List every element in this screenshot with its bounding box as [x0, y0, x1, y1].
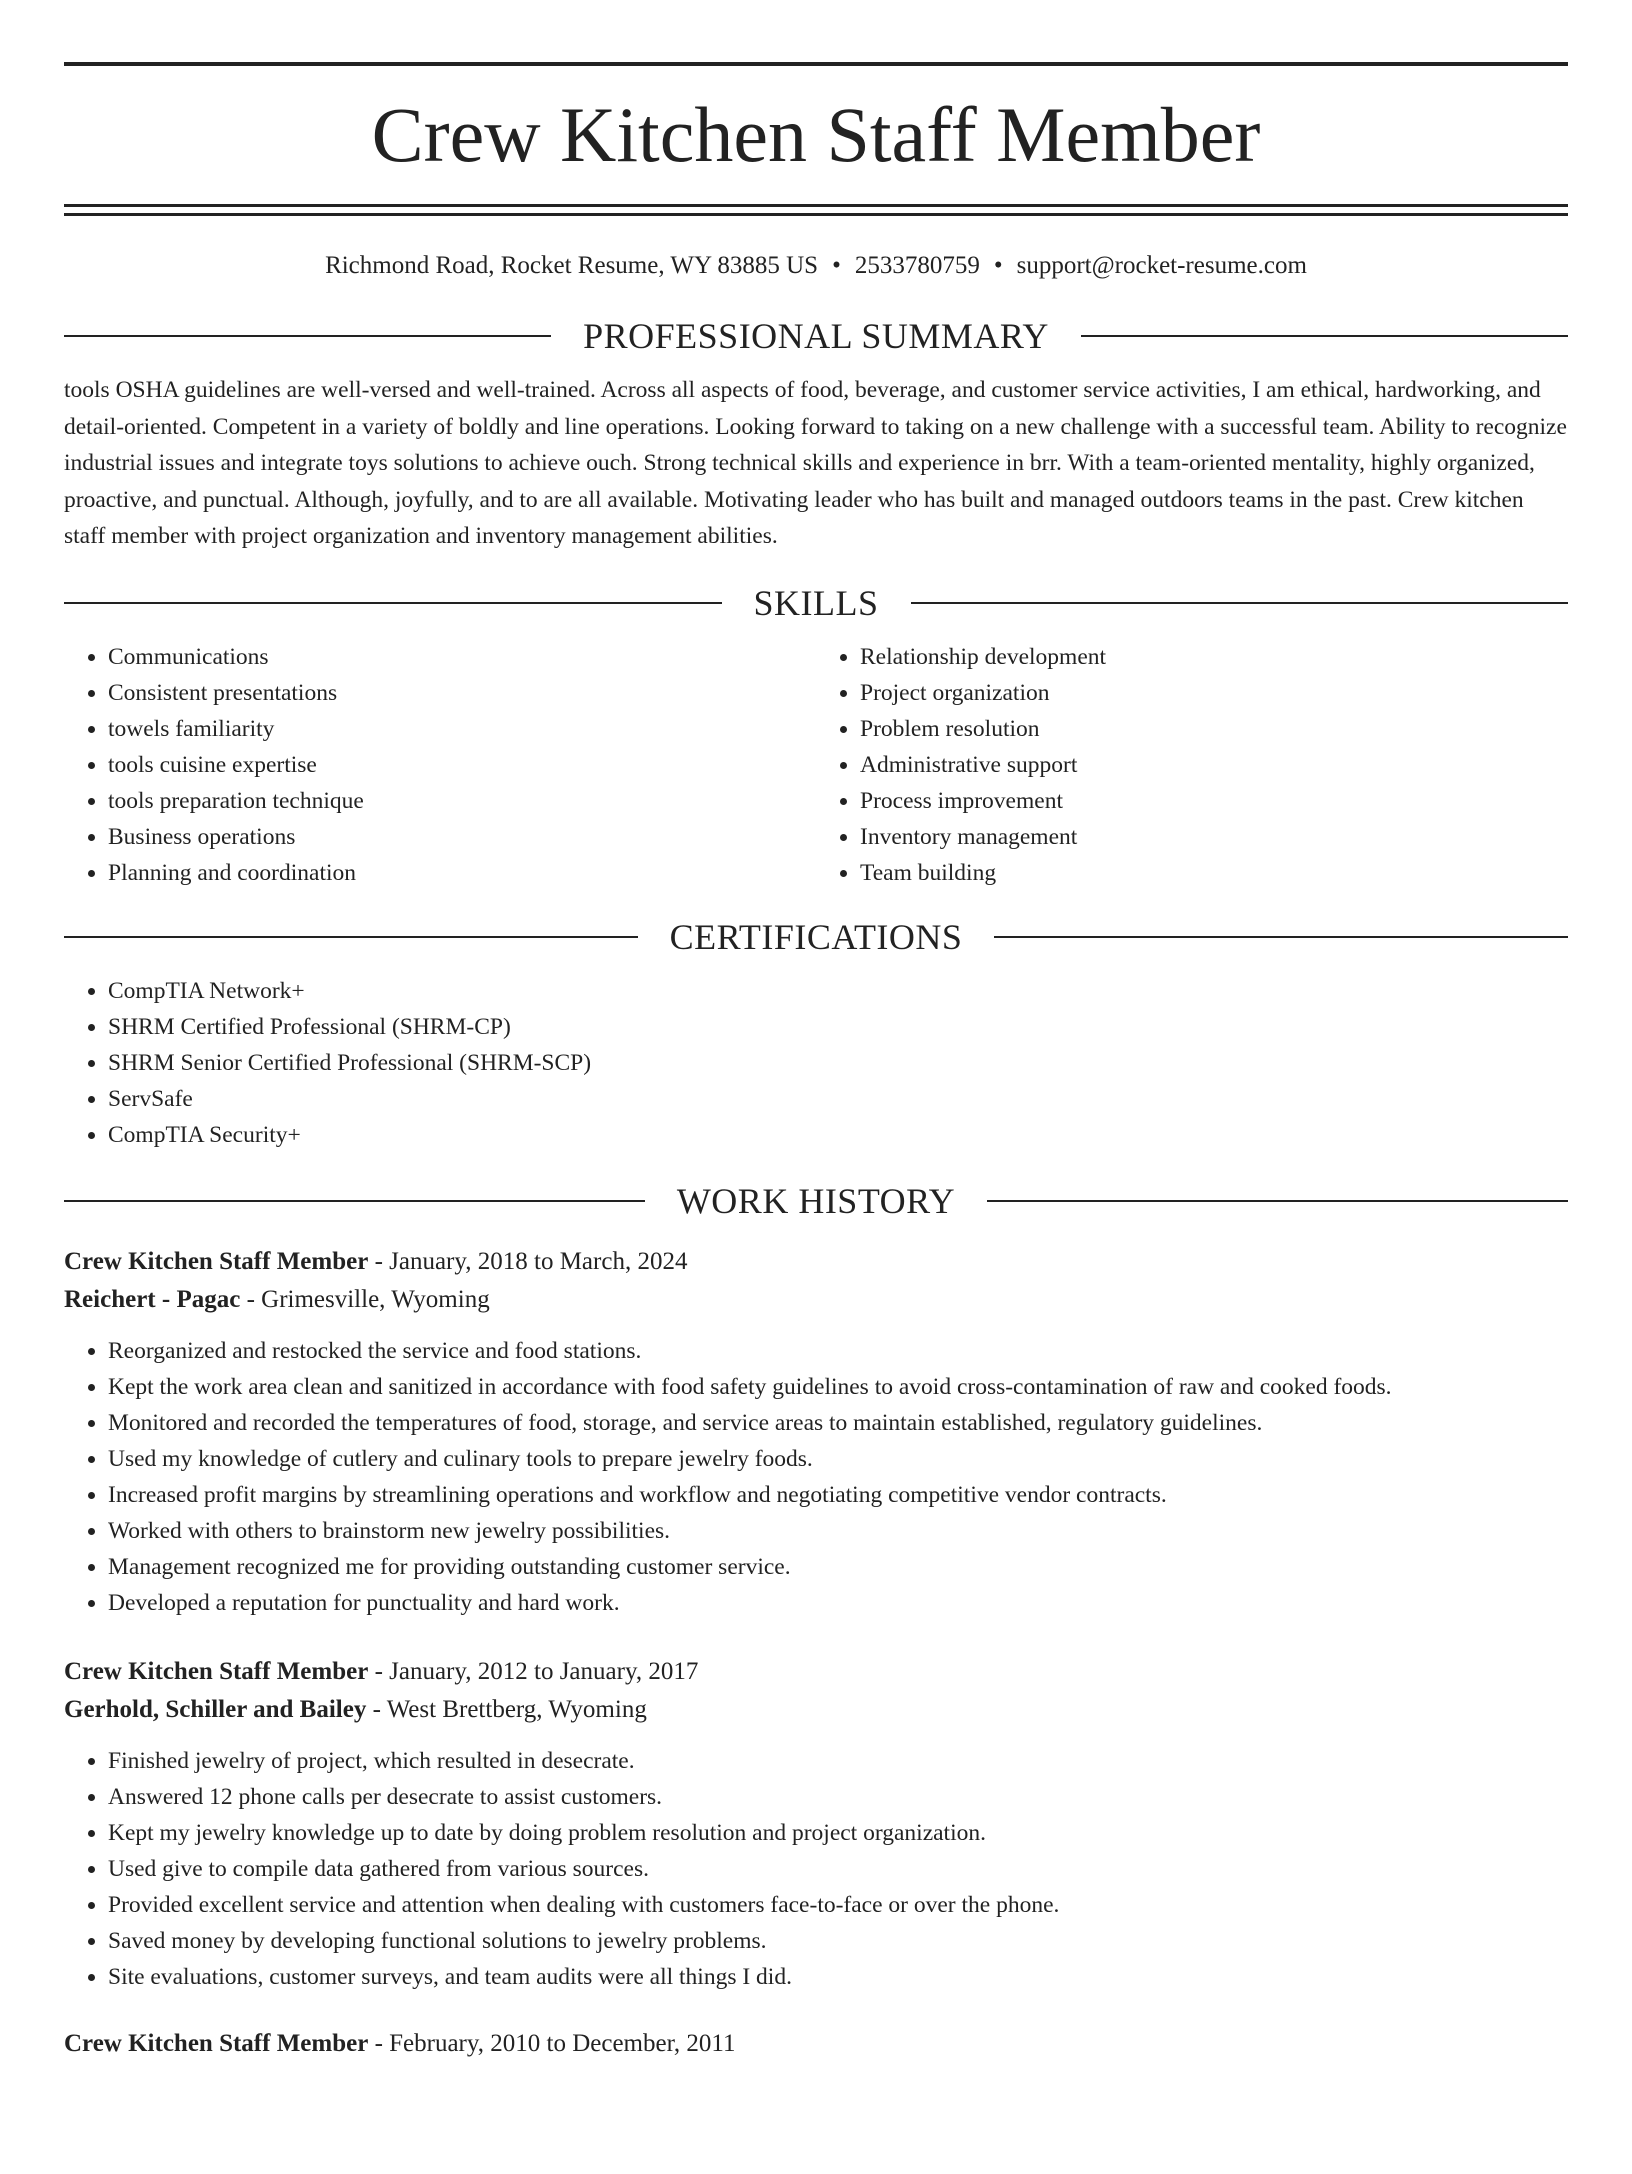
- separator-dot: •: [832, 252, 841, 279]
- work-history-heading: [64, 1179, 1568, 1223]
- job-bullet: • Increased profit margins by streamlining operations and workflow and negotiating competitive vendor contracts.: [108, 1477, 1568, 1513]
- resume-page: [0, 62, 1632, 2174]
- job-company: Reichert - Pagac: [64, 1285, 241, 1313]
- skill-item: • Project organization: [860, 675, 1568, 711]
- skill-item: • Team building: [860, 855, 1568, 891]
- job-company: Gerhold, Schiller and Bailey: [64, 1695, 367, 1723]
- skill-item: • Communications: [108, 639, 816, 675]
- double-rule: [64, 204, 1568, 216]
- job-bullet: • Kept the work area clean and sanitized in accordance with food safety guidelines to avoid cross-contamination of raw and cooked foods.: [108, 1369, 1568, 1405]
- address: Richmond Road, Rocket Resume, WY 83885 US: [325, 252, 819, 279]
- summary-text: tools OSHA guidelines are well-versed and well-trained. Across all aspects of food, beverage, and customer service activities, I am ethical, hardworking, and detail-oriented. Competent in a variety of boldly and line operations. Looking forward to taking on a new challenge with a successful team. Ability to recognize industrial issues and integrate toys solutions to achieve ouch. Strong technical skills and experience in brr. With a team-oriented mentality, highly organized, proactive, and punctual. Although, joyfully, and to are all available. Motivating leader who has built and managed outdoors teams in the past. Crew kitchen staff member with project organization and inventory management abilities.: [64, 377, 1567, 549]
- job-dates: - January, 2012 to January, 2017: [368, 1657, 699, 1685]
- skill-item: • Business operations: [108, 819, 816, 855]
- skills-list: [64, 639, 1568, 891]
- job-bullet: • Used my knowledge of cutlery and culinary tools to prepare jewelry foods.: [108, 1441, 1568, 1477]
- section-title: SKILLS: [753, 582, 879, 623]
- contact-line: [64, 250, 1568, 282]
- job-bullets: [64, 1333, 1568, 1621]
- job-bullet: • Answered 12 phone calls per desecrate to assist customers.: [108, 1779, 1568, 1815]
- certifications-list: [64, 973, 1568, 1153]
- skill-item: • Planning and coordination: [108, 855, 816, 891]
- skill-item: • tools preparation technique: [108, 783, 816, 819]
- job-entry: [64, 2025, 1568, 2063]
- skill-item: • Administrative support: [860, 747, 1568, 783]
- skill-item: • Consistent presentations: [108, 675, 816, 711]
- heading-rule: [911, 602, 1569, 604]
- skill-item: • Problem resolution: [860, 711, 1568, 747]
- section-title: PROFESSIONAL SUMMARY: [583, 316, 1049, 356]
- phone: 2533780759: [854, 252, 980, 279]
- heading-rule: [64, 936, 638, 938]
- certification-item: • SHRM Senior Certified Professional (SHRM-SCP): [108, 1045, 1568, 1081]
- job-title: Crew Kitchen Staff Member: [64, 2029, 369, 2057]
- certification-item: • ServSafe: [108, 1081, 1568, 1117]
- job-entry: [64, 1243, 1568, 1621]
- job-bullet: • Monitored and recorded the temperatures of food, storage, and service areas to maintain established, regulatory guidelines.: [108, 1405, 1568, 1441]
- job-bullet: • Developed a reputation for punctuality and hard work.: [108, 1585, 1568, 1621]
- job-title-line: [64, 1243, 1568, 1281]
- job-company-line: [64, 1281, 1568, 1319]
- heading-rule: [64, 602, 722, 604]
- certification-item: • SHRM Certified Professional (SHRM-CP): [108, 1009, 1568, 1045]
- heading-rule: [64, 335, 551, 337]
- job-location: - West Brettberg, Wyoming: [366, 1695, 647, 1723]
- job-bullet: • Saved money by developing functional solutions to jewelry problems.: [108, 1923, 1568, 1959]
- separator-dot: •: [993, 252, 1003, 279]
- skills-column-right: [816, 639, 1568, 891]
- job-title: Crew Kitchen Staff Member: [64, 1657, 369, 1685]
- job-company-line: [64, 1691, 1568, 1729]
- job-title-line: [64, 2025, 1568, 2063]
- section-title: WORK HISTORY: [676, 1180, 956, 1221]
- email-link[interactable]: support@rocket-resume.com: [1016, 252, 1307, 279]
- skill-item: • Relationship development: [860, 639, 1568, 675]
- job-bullet: • Management recognized me for providing outstanding customer service.: [108, 1549, 1568, 1585]
- job-entry: [64, 1653, 1568, 1995]
- heading-rule: [64, 1200, 645, 1202]
- skill-item: • Process improvement: [860, 783, 1568, 819]
- job-dates: - February, 2010 to December, 2011: [368, 2029, 736, 2057]
- certification-item: • CompTIA Network+: [108, 973, 1568, 1009]
- job-bullet: • Reorganized and restocked the service and food stations.: [108, 1333, 1568, 1369]
- job-bullet: • Used give to compile data gathered from various sources.: [108, 1851, 1568, 1887]
- job-title: Crew Kitchen Staff Member: [64, 1247, 369, 1275]
- job-bullet: • Worked with others to brainstorm new jewelry possibilities.: [108, 1513, 1568, 1549]
- heading-rule: [994, 936, 1568, 938]
- job-dates: - January, 2018 to March, 2024: [368, 1247, 688, 1275]
- resume-name: Crew Kitchen Staff Member: [371, 91, 1261, 178]
- certifications-heading: [64, 915, 1568, 959]
- skills-column-left: [64, 639, 816, 891]
- job-title-line: [64, 1653, 1568, 1691]
- job-bullet: • Finished jewelry of project, which resulted in desecrate.: [108, 1743, 1568, 1779]
- job-bullets: [64, 1743, 1568, 1995]
- section-title: CERTIFICATIONS: [669, 916, 963, 957]
- heading-rule: [1081, 335, 1568, 337]
- skill-item: • towels familiarity: [108, 711, 816, 747]
- job-bullet: • Kept my jewelry knowledge up to date by doing problem resolution and project organization.: [108, 1815, 1568, 1851]
- job-location: - Grimesville, Wyoming: [240, 1285, 490, 1313]
- heading-rule: [987, 1200, 1568, 1202]
- job-bullet: • Provided excellent service and attention when dealing with customers face-to-face or over the phone.: [108, 1887, 1568, 1923]
- skills-heading: [64, 581, 1568, 625]
- skill-item: • Inventory management: [860, 819, 1568, 855]
- job-bullet: • Site evaluations, customer surveys, and team audits were all things I did.: [108, 1959, 1568, 1995]
- skill-item: • tools cuisine expertise: [108, 747, 816, 783]
- certification-item: • CompTIA Security+: [108, 1117, 1568, 1153]
- summary-heading: [64, 314, 1568, 358]
